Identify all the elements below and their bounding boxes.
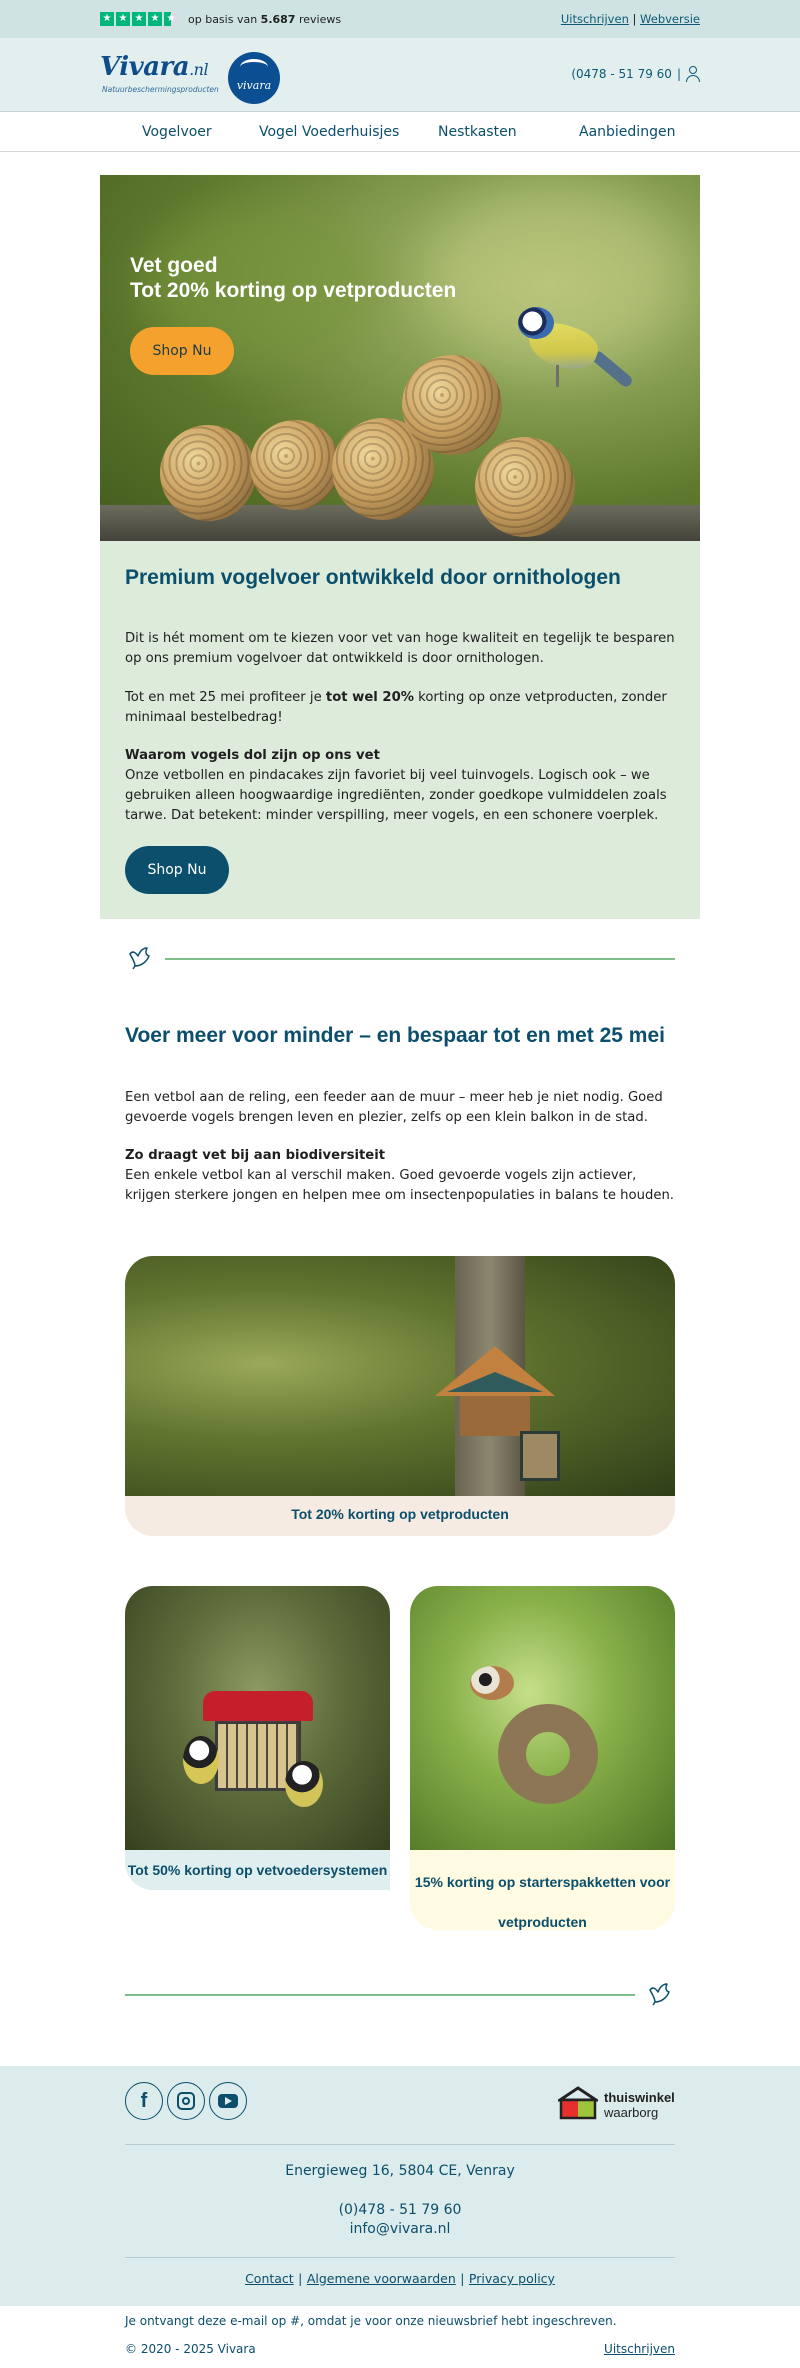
intro-paragraph: Dit is hét moment om te kiezen voor vet van hoge kwaliteit en tegelijk te besparen op ons premium vogelvoer dat ontwikkeld is door ornithologen. [125,631,675,666]
suet-ball-image [250,420,340,510]
footer-phone[interactable]: (0)478 - 51 79 60 [338,2202,462,2218]
unsubscribe-link[interactable]: Uitschrijven [560,12,629,26]
thuiswinkel-logo-icon [558,2086,598,2122]
product-card-fat-products[interactable] [125,1256,675,1536]
intro-heading: Premium vogelvoer ontwikkeld door ornithologen [125,566,621,589]
webversion-link[interactable]: Webversie [640,12,700,26]
youtube-icon[interactable] [209,2082,247,2120]
thuiswinkel-badge[interactable]: thuiswinkel waarborg [558,2086,678,2122]
star-icon: ★ [100,12,114,26]
nav-item-voederhuisjes[interactable]: Vogel Voederhuisjes [259,124,400,140]
suet-ball-image [402,355,502,455]
suet-feeder-image [125,1586,390,1850]
section-divider [125,1980,675,2010]
hero-title: Vet goed Tot 20% korting op vetproducten [130,254,457,302]
product-card-feeders[interactable] [125,1586,390,1890]
hero-shop-button[interactable]: Shop Nu [130,327,234,375]
nav-item-aanbiedingen[interactable]: Aanbiedingen [579,124,676,140]
footer-address: Energieweg 16, 5804 CE, Venray [285,2163,515,2179]
section2-paragraph: Een vetbol aan de reling, een feeder aan de muur – meer heb je niet nodig. Goed gevoerde vogels brengen leven en plezier, zelfs op een klein balkon in de stad. [125,1090,663,1125]
star-icon: ★ [148,12,162,26]
account-icon[interactable] [686,66,700,82]
suet-ball-image [160,425,256,521]
trustpilot-rating [100,12,341,26]
star-half-icon: ★ [164,12,178,26]
privacy-link[interactable]: Privacy policy [468,2271,555,2286]
section2-paragraph-biodiversity: Een enkele vetbol kan al verschil maken. Goed gevoerde vogels zijn actiever, krijgen sterkere jongen en helpen mee om insectenpopulaties in balans te houden. [125,1168,674,1203]
copyright: © 2020 - 2025 Vivara [125,2342,256,2356]
section2-heading: Voer meer voor minder – en bespaar tot en met 25 mei [125,1024,665,1047]
bird-feeder-image [125,1256,675,1496]
dove-icon [127,944,155,972]
footer-links: Contact | Algemene voorwaarden | Privacy policy [245,2271,555,2286]
nav-item-vogelvoer[interactable]: Vogelvoer [142,124,212,140]
hero-banner[interactable] [100,175,700,541]
intro-paragraph-why: Onze vetbollen en pindacakes zijn favoriet bij veel tuinvogels. Logisch ook – we gebruiken alleen hoogwaardige ingrediënten, zonder goedkope vulmiddelen zoals tarwe. Dat betekent: minder verspilling, meer vogels, en een schonere voerplek. [125,768,667,823]
header-phone[interactable]: (0478 - 51 79 60 [571,67,672,81]
intro-shop-button[interactable]: Shop Nu [125,846,229,894]
header [0,38,800,112]
intro-paragraph-discount: Tot en met 25 mei profiteer je tot wel 20% korting op onze vetproducten, zonder minimaal bestelbedrag! [125,690,667,725]
vivara-logo[interactable] [100,52,280,104]
intro-subheading: Waarom vogels dol zijn op ons vet [125,748,380,763]
separator: | [676,67,681,81]
header-contact [571,66,700,82]
separator: | [632,12,637,26]
suet-ball-image [475,437,575,537]
product-caption[interactable]: Tot 50% korting op vetvoedersystemen [125,1850,390,1890]
terms-link[interactable]: Algemene voorwaarden [306,2271,456,2286]
bird-icon [240,59,268,75]
section2-subheading: Zo draagt vet bij aan biodiversiteit [125,1148,386,1163]
product-caption[interactable]: 15% korting op starterspakketten voor vetproducten [414,1874,671,1930]
star-icon: ★ [132,12,146,26]
top-bar [0,0,800,38]
rating-text: op basis van 5.687 reviews [188,12,342,26]
subscription-note: Je ontvangt deze e-mail op #, omdat je voor onze nieuwsbrief hebt ingeschreven. [125,2314,617,2328]
intro-section [100,541,700,919]
product-caption[interactable]: Tot 20% korting op vetproducten [291,1506,509,1522]
footer-email[interactable]: info@vivara.nl [349,2221,451,2237]
dove-icon [647,1980,675,2008]
section-divider [125,944,675,974]
star-icon: ★ [116,12,130,26]
footer [0,2066,800,2306]
product-card-starter-packs[interactable] [410,1586,675,1930]
logo-wordmark: Vivara.nl [100,52,209,82]
logo-subtitle: Natuurbeschermingsproducten [102,85,219,94]
suet-ring-image [410,1586,675,1850]
main-nav [0,112,800,152]
footer-unsubscribe-link[interactable]: Uitschrijven [604,2342,675,2356]
contact-link[interactable]: Contact [245,2271,294,2286]
logo-badge: vivara [228,52,280,104]
nav-item-nestkasten[interactable]: Nestkasten [438,124,517,140]
instagram-icon[interactable] [167,2082,205,2120]
bird-image [518,307,554,339]
facebook-icon[interactable]: f [125,2082,163,2120]
